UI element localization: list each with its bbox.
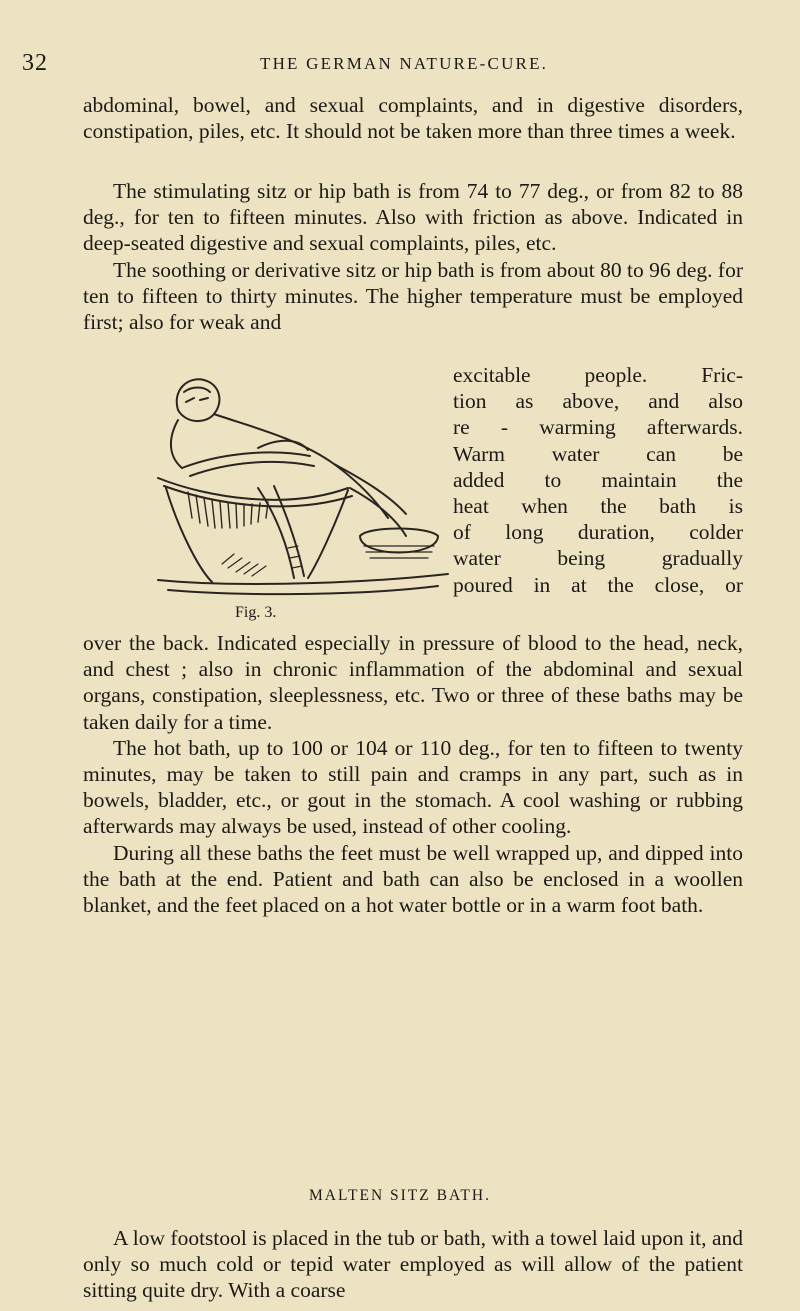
paragraph: over the back. Indicated especially in pressure of blood to the head, neck, and chest ; also in chronic inflammation of the abdominal and sexual organs, constipation, sleeplessness, etc. Two or three of these baths may be taken daily for a time.: [83, 631, 743, 734]
page-header: [0, 50, 800, 80]
text-block-lower: [83, 630, 743, 918]
paragraph: The soothing or derivative sitz or hip bath is from about 80 to 96 deg. for ten to fifteen to thirty minutes. The higher temperature must be employed first; also for weak and: [83, 257, 743, 335]
sitz-bath-illustration: [138, 368, 458, 618]
sitz-bath-icon: [138, 368, 458, 608]
paragraph: The stimulating sitz or hip bath is from 74 to 77 deg., or from 82 to 88 deg., for ten to fifteen minutes. Also with friction as above. Indicated in deep-seated digestive and sexual complaints, piles, etc.: [83, 179, 743, 256]
running-head: THE GERMAN NATURE-CURE.: [260, 54, 549, 73]
wrapped-line: re - warming afterwards.: [453, 415, 743, 440]
wrapped-line: excitable people. Fric-: [453, 363, 743, 387]
figure-caption: Fig. 3.: [235, 604, 277, 621]
text-wrap-block: [453, 362, 743, 598]
page-number: 32: [22, 50, 48, 76]
wrapped-line: Warm water can be: [453, 441, 743, 466]
text-block-main: [83, 178, 743, 335]
wrapped-line: poured in at the close, or: [453, 572, 743, 597]
text-block-bottom: [83, 1225, 743, 1304]
wrapped-line: tion as above, and also: [453, 389, 743, 414]
paragraph: During all these baths the feet must be well wrapped up, and dipped into the bath at the end. Patient and bath can also be enclosed in a woollen blanket, and the feet placed on a hot water bottle or in a warm foot bath.: [83, 840, 743, 918]
wrapped-line: of long duration, colder: [453, 520, 743, 545]
section-heading: MALTEN SITZ BATH.: [309, 1187, 491, 1204]
paragraph: A low footstool is placed in the tub or bath, with a towel laid upon it, and only so much cold or tepid water employed as will allow of the patient sitting quite dry. With a coarse: [83, 1226, 743, 1303]
paragraph: abdominal, bowel, and sexual complaints, and in digestive disorders, constipation, piles, etc. It should not be taken more than three times a week.: [83, 93, 743, 144]
paragraph: The hot bath, up to 100 or 104 or 110 deg., for ten to fifteen to twenty minutes, may be taken to still pain and cramps in any part, such as in bowels, bladder, etc., or gout in the stomach. A cool washing or rubbing afterwards may always be used, instead of other cooling.: [83, 735, 743, 839]
wrapped-line: water being gradually: [453, 546, 743, 571]
text-block-top: [83, 92, 743, 144]
wrapped-line: added to maintain the: [453, 467, 743, 492]
wrapped-line: heat when the bath is: [453, 494, 743, 519]
